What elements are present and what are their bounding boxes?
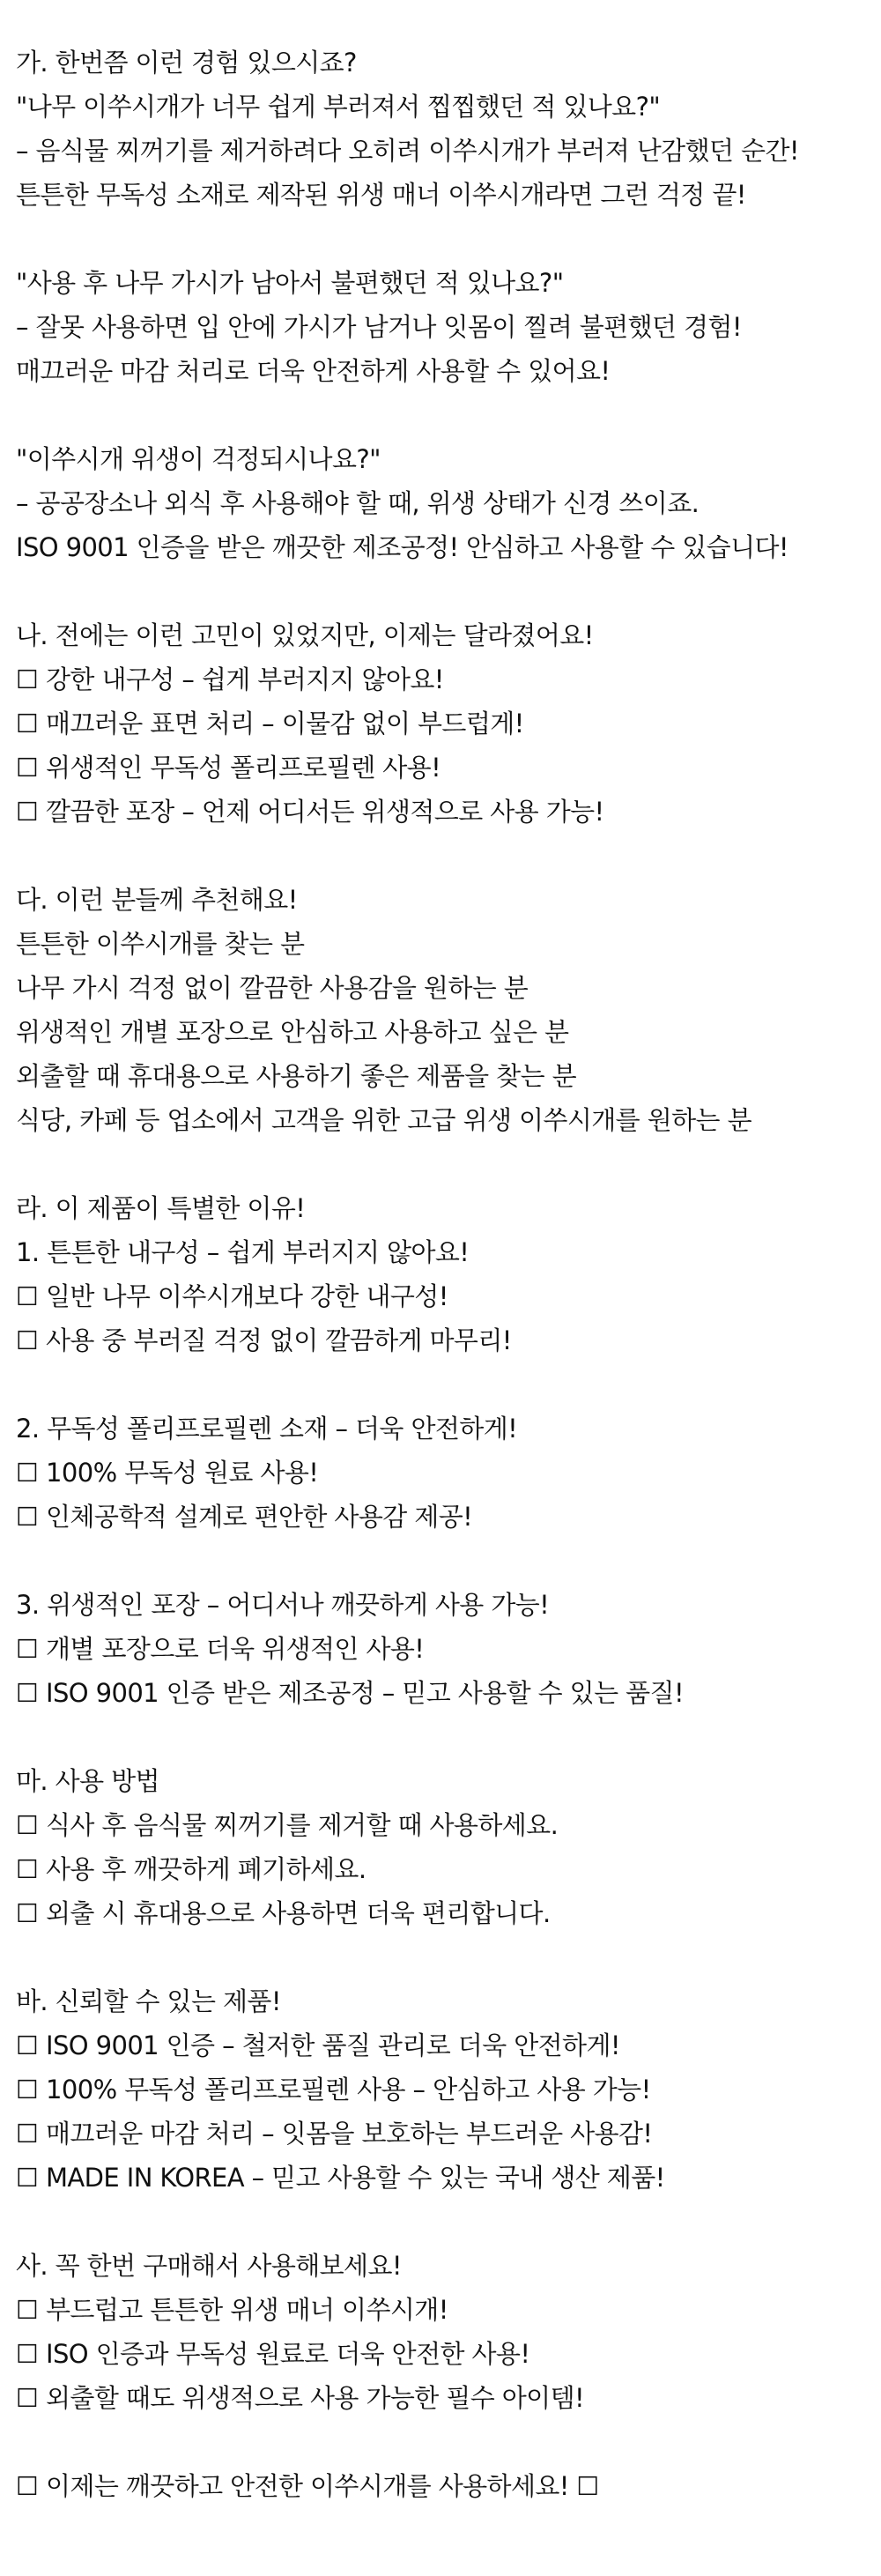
text-line: 식당, 카페 등 업소에서 고객을 위한 고급 위생 이쑤시개를 원하는 분	[16, 1105, 751, 1135]
text-line: ☐ 개별 포장으로 더욱 위생적인 사용!	[16, 1634, 425, 1664]
text-line: 외출할 때 휴대용으로 사용하기 좋은 제품을 찾는 분	[16, 1061, 577, 1091]
text-line: ☐ 인체공학적 설계로 편안한 사용감 제공!	[16, 1502, 473, 1532]
section-heading-line: 마. 사용 방법	[16, 1766, 159, 1796]
text-section	[16, 261, 870, 393]
paragraph-spacer	[16, 1362, 870, 1407]
section-heading-line: 가. 한번쯤 이런 경험 있으시죠?	[16, 48, 357, 78]
text-line: ISO 9001 인증을 받은 깨끗한 제조공정! 안심하고 사용할 수 있습니다!	[16, 532, 788, 562]
text-line: 위생적인 개별 포장으로 안심하고 사용하고 싶은 분	[16, 1017, 569, 1047]
section-heading-line: 바. 신뢰할 수 있는 제품!	[16, 1986, 281, 2016]
text-section	[16, 613, 870, 834]
text-line: – 잘못 사용하면 입 안에 가시가 남거나 잇몸이 찔려 불편했던 경험!	[16, 312, 742, 342]
text-line: ☐ 매끄러운 마감 처리 – 잇몸을 보호하는 부드러운 사용감!	[16, 2119, 653, 2149]
paragraph-spacer	[16, 2200, 870, 2244]
section-heading-line: ☐ 이제는 깨끗하고 안전한 이쑤시개를 사용하세요! ☐	[16, 2471, 599, 2501]
text-section	[16, 1979, 870, 2200]
text-line: ☐ 위생적인 무독성 폴리프로필렌 사용!	[16, 753, 441, 783]
text-section	[16, 2464, 870, 2508]
section-heading-line: "이쑤시개 위생이 걱정되시나요?"	[16, 444, 381, 474]
paragraph-spacer	[16, 217, 870, 261]
text-line: ☐ 일반 나무 이쑤시개보다 강한 내구성!	[16, 1281, 448, 1311]
section-heading-line: "사용 후 나무 가시가 남아서 불편했던 적 있나요?"	[16, 268, 564, 298]
text-line: ☐ 부드럽고 튼튼한 위생 매너 이쑤시개!	[16, 2295, 448, 2325]
text-line: ☐ ISO 인증과 무독성 원료로 더욱 안전한 사용!	[16, 2339, 530, 2369]
text-line: 튼튼한 무독성 소재로 제작된 위생 매너 이쑤시개라면 그런 걱정 끝!	[16, 180, 746, 210]
text-line: ☐ ISO 9001 인증 받은 제조공정 – 믿고 사용할 수 있는 품질!	[16, 1678, 684, 1708]
paragraph-spacer	[16, 2420, 870, 2464]
paragraph-spacer	[16, 1142, 870, 1186]
text-line: ☐ 사용 중 부러질 걱정 없이 깔끔하게 마무리!	[16, 1325, 512, 1355]
text-line: ☐ ISO 9001 인증 – 철저한 품질 관리로 더욱 안전하게!	[16, 2030, 620, 2060]
section-heading-line: 다. 이런 분들께 추천해요!	[16, 885, 298, 915]
text-line: 매끄러운 마감 처리로 더욱 안전하게 사용할 수 있어요!	[16, 356, 611, 386]
text-section	[16, 1583, 870, 1715]
section-heading-line: 라. 이 제품이 특별한 이유!	[16, 1193, 306, 1223]
text-line: "나무 이쑤시개가 너무 쉽게 부러져서 찝찝했던 적 있나요?"	[16, 92, 661, 122]
text-section	[16, 437, 870, 569]
text-line: – 음식물 찌꺼기를 제거하려다 오히려 이쑤시개가 부러져 난감했던 순간!	[16, 136, 799, 166]
section-heading-line: 사. 꼭 한번 구매해서 사용해보세요!	[16, 2251, 402, 2281]
text-line: ☐ 사용 후 깨끗하게 폐기하세요.	[16, 1854, 366, 1884]
text-line: ☐ 외출 시 휴대용으로 사용하면 더욱 편리합니다.	[16, 1898, 551, 1928]
text-line: ☐ 식사 후 음식물 찌꺼기를 제거할 때 사용하세요.	[16, 1810, 559, 1840]
text-line: 튼튼한 이쑤시개를 찾는 분	[16, 929, 305, 959]
text-line: 나무 가시 걱정 없이 깔끔한 사용감을 원하는 분	[16, 973, 529, 1003]
product-description-document	[16, 41, 870, 2508]
text-line: ☐ 외출할 때도 위생적으로 사용 가능한 필수 아이템!	[16, 2383, 585, 2413]
paragraph-spacer	[16, 393, 870, 437]
text-line: ☐ 매끄러운 표면 처리 – 이물감 없이 부드럽게!	[16, 709, 524, 739]
text-section	[16, 878, 870, 1142]
text-line: ☐ MADE IN KOREA – 믿고 사용할 수 있는 국내 생산 제품!	[16, 2163, 665, 2193]
paragraph-spacer	[16, 1539, 870, 1583]
paragraph-spacer	[16, 834, 870, 878]
text-section	[16, 2244, 870, 2420]
text-line: ☐ 100% 무독성 폴리프로필렌 사용 – 안심하고 사용 가능!	[16, 2075, 651, 2105]
text-section	[16, 1186, 870, 1362]
text-section	[16, 41, 870, 217]
text-line: ☐ 강한 내구성 – 쉽게 부러지지 않아요!	[16, 664, 444, 694]
text-line: ☐ 깔끔한 포장 – 언제 어디서든 위생적으로 사용 가능!	[16, 797, 604, 827]
text-section	[16, 1407, 870, 1539]
text-line: – 공공장소나 외식 후 사용해야 할 때, 위생 상태가 신경 쓰이죠.	[16, 488, 700, 518]
text-section	[16, 1759, 870, 1935]
paragraph-spacer	[16, 569, 870, 613]
text-line: 1. 튼튼한 내구성 – 쉽게 부러지지 않아요!	[16, 1237, 470, 1267]
section-heading-line: 나. 전에는 이런 고민이 있었지만, 이제는 달라졌어요!	[16, 620, 594, 650]
section-heading-line: 2. 무독성 폴리프로필렌 소재 – 더욱 안전하게!	[16, 1414, 518, 1444]
text-line: ☐ 100% 무독성 원료 사용!	[16, 1458, 319, 1488]
paragraph-spacer	[16, 1935, 870, 1979]
section-heading-line: 3. 위생적인 포장 – 어디서나 깨끗하게 사용 가능!	[16, 1590, 550, 1620]
paragraph-spacer	[16, 1715, 870, 1759]
